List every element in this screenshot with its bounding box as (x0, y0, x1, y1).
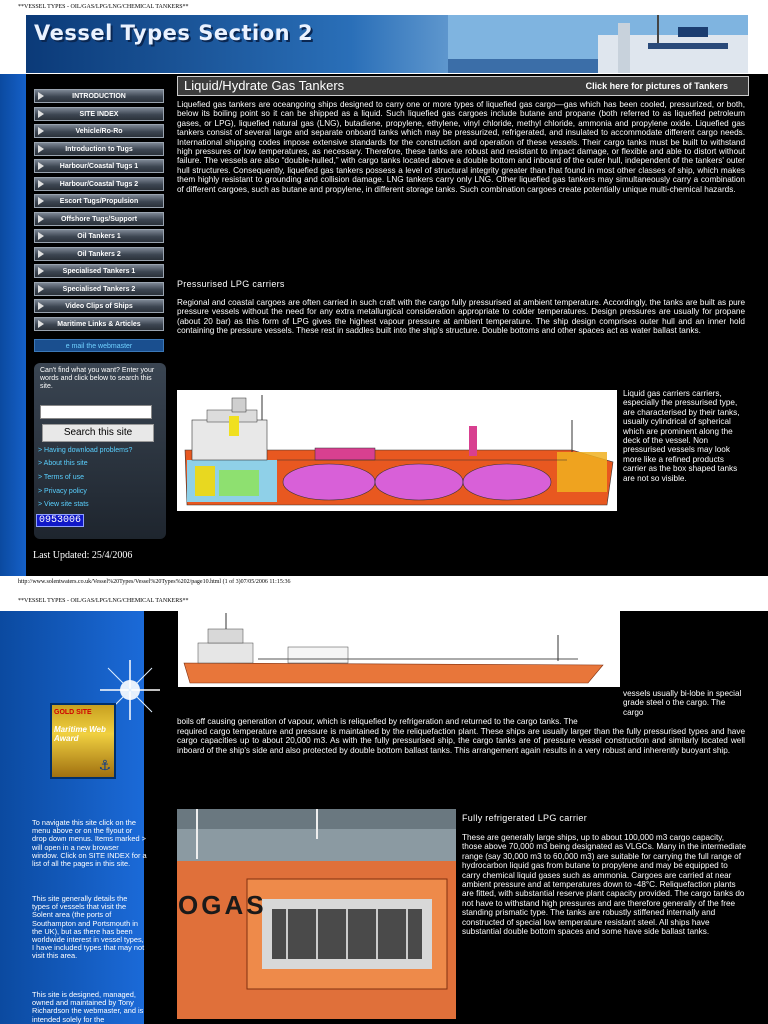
nav-label: SITE INDEX (79, 111, 119, 118)
nav-harbour-tugs-2[interactable] (34, 177, 164, 191)
arrow-icon (38, 250, 44, 258)
nav-escort-tugs[interactable] (34, 194, 164, 208)
link-download-problems[interactable]: > Having download problems? (38, 447, 133, 454)
nav-specialised-2[interactable] (34, 282, 164, 296)
arrow-icon (38, 232, 44, 240)
nav-specialised-1[interactable] (34, 264, 164, 278)
nav-introduction[interactable] (34, 89, 164, 103)
banner-ship-image (448, 15, 748, 73)
arrow-icon (38, 267, 44, 275)
nav-label: Harbour/Coastal Tugs 1 (59, 163, 139, 170)
nav-label: Vehicle/Ro-Ro (75, 128, 123, 135)
gold-site-award-badge[interactable] (50, 703, 116, 779)
nav-maritime-links[interactable] (34, 317, 164, 331)
arrow-icon (38, 197, 44, 205)
link-terms[interactable]: > Terms of use (38, 474, 84, 481)
article-title: Liquid/Hydrate Gas Tankers (184, 78, 345, 93)
intro-paragraph: Liquefied gas tankers are oceangoing ships designed to carry one or more types of liquefied gas cargo—gas which has been cooled, pressurized, or both, below its boiling point so it can be shipped as a liquid. Such liquefied gas cargoes include butane and propane (both referred to as liquefied petroleum gases, or LPG), liquefied natural gas (LNG), butadiene, propylene, ethylene, vinyl chloride, methyl chloride, ammonia and propylene oxide. Liquefied gas tankers consist of several large and separate onboard tanks which may be pressurized, refrigerated, and insulated to accommodate different cargo needs. International shipping codes impose extensive standards for the construction and operation of these vessels. Their cargo tanks must be built to withstand high pressures or low temperatures, as necessary. Therefore, these tanks are robust and resistant to impact damage, or flexible and able to distort without failure. The vessels are also “double-hulled,” with cargo tanks located above a double bottom and inboard of the outer hull, independent of the tankers' outer hull structures. Consequently, liquefied gas tankers possess a level of structural integrity greater than that found in most other classes of ship, which makes them highly resistant to grounding and collision damage. LNG tankers carry only LNG. Other liquefied gas tankers may simultaneously carry a combination of different cargoes, such as butane and propylene, in different storage tanks. Such combination cargoes create potentially unique multi-chemical hazards. (177, 100, 745, 194)
nav-oil-tankers-1[interactable] (34, 229, 164, 243)
site-banner (26, 15, 748, 73)
arrow-icon (38, 92, 44, 100)
pressurised-paragraph: Regional and coastal cargoes are often carried in such craft with the cargo fully pressurised at ambient temperature. Accordingly, the tanks are built as pure pressure vessels without the need for any extra metallurgical consideration appropriate to colder temperatures. Design pressures are usually for propane (about 20 bar) as this form of LPG gives the highest vapour pressure at ambient temperature. The ship design comprises outer hull and an inner hold containing the pressure vessels. These rest in saddles built into the ship's structure. Double bottoms and other spaces act as water ballast tanks. (177, 298, 745, 336)
nav-label: Maritime Links & Articles (57, 321, 141, 328)
arrow-icon (38, 110, 44, 118)
semi-fragment-line: boils off causing generation of vapour, which is reliquefied by refrigeration and returned to the cargo tanks. The (177, 717, 578, 726)
nav-site-index[interactable] (34, 107, 164, 121)
search-panel (34, 363, 166, 539)
search-input[interactable] (40, 405, 152, 419)
arrow-icon (38, 162, 44, 170)
last-updated: Last Updated: 25/4/2006 (33, 550, 133, 561)
nav-label: Specialised Tankers 2 (62, 286, 136, 293)
semi-refrigerated-ship-image (178, 611, 620, 687)
arrow-icon (38, 180, 44, 188)
award-title: GOLD SITE (54, 709, 92, 716)
search-button[interactable]: Search this site (42, 424, 154, 442)
award-subtitle: Maritime Web Award (54, 725, 106, 743)
heading-refrigerated: Fully refrigerated LPG carrier (462, 813, 588, 823)
nav-video-clips[interactable] (34, 299, 164, 313)
link-about[interactable]: > About this site (38, 460, 88, 467)
nav-label: Oil Tankers 2 (77, 251, 121, 258)
arrow-icon (38, 127, 44, 135)
anchor-icon: ⚓ (98, 757, 111, 773)
nav-label: Offshore Tugs/Support (60, 216, 138, 223)
arrow-icon (38, 145, 44, 153)
semi-refrigerated-paragraph: required cargo temperature and pressure is maintained by the reliquefaction plant. These ships are usually larger than the fully pressurised types and have cargo capacities up to about 20,000 m3. As with the fully pressurised ship, the cargo tanks are of pressure vessel construction and similarly located well inboard of the ship's side and also protected by double bottom ballast tanks. This arrangement again results in a very robust and inherently buoyant ship. (177, 727, 745, 755)
nav-label: Harbour/Coastal Tugs 2 (59, 181, 139, 188)
arrow-icon (38, 285, 44, 293)
print-header: **VESSEL TYPES - OIL/GAS/LPG/LNG/CHEMICAL TANKERS** (18, 4, 189, 10)
pictures-link[interactable]: Click here for pictures of Tankers (585, 81, 728, 91)
refrigerated-paragraph: These are generally large ships, up to about 100,000 m3 cargo capacity, those above 70,000 m3 being designated as VLGCs. Many in the intermediate range (say 30,000 m3 to 60,000 m3) are suitable for carrying the full range of hydrocarbon liquid gas from butane to propylene and may be equipped to carry chemical liquid gases such as ammonia. Cargoes are carried at near ambient pressure and at temperatures down to -48°C. Reliquefaction plants are fitted, with substantial reserve plant capacity provided. The cargo tanks do not have to withstand high pressures and are therefore generally of the free standing prismatic type. The tanks are robustly stiffened internally and constructed of special low temperature resistant steel. All ships have substantial double bottom spaces and some have side ballast tanks. (462, 833, 747, 937)
arrow-icon (38, 320, 44, 328)
article-title-bar (177, 76, 749, 96)
heading-pressurised: Pressurised LPG carriers (177, 279, 285, 289)
banner-title: Vessel Types Section 2 (34, 21, 314, 45)
nav-label: Oil Tankers 1 (77, 233, 121, 240)
arrow-icon (38, 215, 44, 223)
lpg-carrier-diagram (177, 390, 617, 511)
nav-offshore-tugs[interactable] (34, 212, 164, 226)
ownership-text: This site is designed, managed, owned and maintained by Tony Richardson the webmaster, and is intended solely for the (32, 990, 144, 1024)
print-header-2: **VESSEL TYPES - OIL/GAS/LPG/LNG/CHEMICAL TANKERS** (18, 598, 189, 604)
nav-label: Specialised Tankers 1 (62, 268, 136, 275)
nav-label: INTRODUCTION (72, 93, 126, 100)
diagram-caption: Liquid gas carriers carriers, especially the pressurised type, are characterised by their tanks, usually cylindrical of spherical which are prominent along the deck of the vessel. Non pressurised vessels may look more like a refined products carrier as the box shaped tanks are not so visible. (623, 389, 740, 483)
nav-vehicle-roro[interactable] (34, 124, 164, 138)
ship-hull-lettering: OGAS (178, 890, 267, 920)
site-description-text: This site generally details the types of vessels that visit the Solent area (the ports of Southampton and Portsmouth in the UK), but as there has been worldwide interest in vessel types, I have included types that may not visit this area. (32, 894, 145, 961)
nav-label: Escort Tugs/Propulsion (59, 198, 139, 205)
nav-harbour-tugs-1[interactable] (34, 159, 164, 173)
navigation-help-text: To navigate this site click on the menu above or on the flyout or drop down menus. Items marked > will open in a new browser window. Click on SITE INDEX for a list of all the pages in this site. (32, 818, 147, 869)
print-footer: http://www.solentwaters.co.uk/Vessel%20Types/Vessel%20Types%202/page10.html (1 of 3)07/05/2006 11:15:36 (18, 579, 291, 585)
nav-intro-tugs[interactable] (34, 142, 164, 156)
nav-label: Video Clips of Ships (65, 303, 133, 310)
link-privacy[interactable]: > Privacy policy (38, 488, 87, 495)
email-webmaster-link[interactable]: e mail the webmaster (34, 339, 164, 352)
left-blue-edge (0, 74, 26, 576)
nav-oil-tankers-2[interactable] (34, 247, 164, 261)
arrow-icon (38, 302, 44, 310)
search-help-text: Can't find what you want? Enter your words and click below to search this site. (40, 367, 155, 390)
semi-fragment: vessels usually bi-lobe in special grade steel o the cargo. The cargo (623, 689, 742, 717)
nav-label: Introduction to Tugs (65, 146, 133, 153)
link-site-stats[interactable]: > View site stats (38, 501, 89, 508)
hit-counter: 0953006 (36, 514, 84, 527)
